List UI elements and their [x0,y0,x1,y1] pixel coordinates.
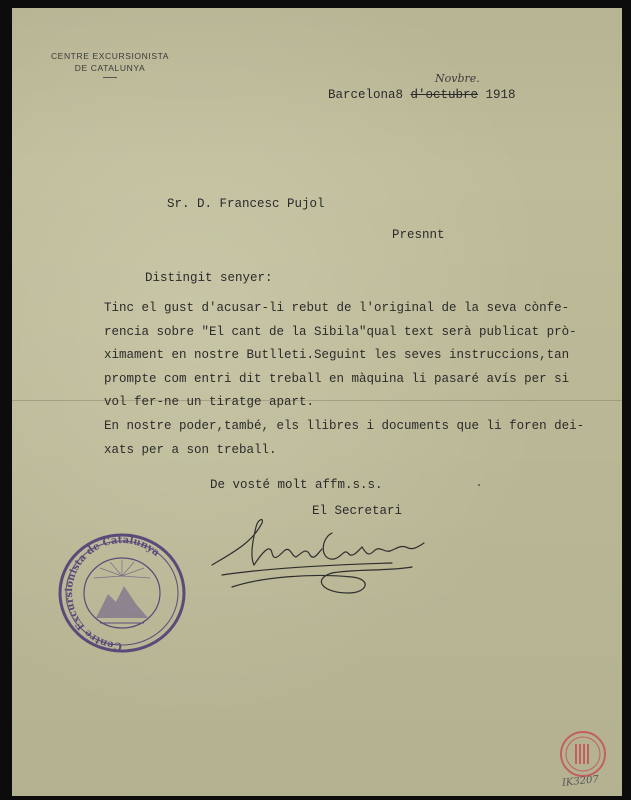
body-line: En nostre poder,també, els llibres i documents que li foren dei- [104,418,585,433]
date-prefix: Barcelona8 [328,88,411,102]
body-line: ximament en nostre Butlleti.Seguint les seves instruccions,tan [104,348,570,363]
letterhead-line1: CENTRE EXCURSIONISTA [50,51,170,61]
handwritten-date-correction: Novbre. [435,72,480,85]
date-line [328,88,516,102]
letter-paper [12,8,622,796]
body-line: vol fer-ne un tiratge apart. [104,395,315,410]
archive-number: IK3207 [561,774,600,789]
addressee: Sr. D. Francesc Pujol [167,197,325,211]
date-struck-month: d'octubre [410,88,479,102]
closing: De vosté molt affm.s.s. [210,478,383,492]
archive-stamp-icon [557,728,609,780]
seal-lettering: Centre Excursionista de Catalunya [63,534,162,652]
ink-dot [478,484,480,486]
body-line: xats per a son treball. [104,442,277,457]
body-line: prompte com entri dit treball en màquina li pasaré avís per si [104,371,570,386]
signature-title: El Secretari [312,504,403,518]
letter-body [104,301,584,466]
handwritten-signature [192,513,432,598]
present-line: Presnnt [392,228,445,242]
letterhead-line2: DE CATALUNYA [74,63,146,73]
body-line: rencia sobre "El cant de la Sibila"qual text serà publicat prò- [104,324,577,339]
greeting: Distingit senyer: [145,271,273,285]
letterhead-rule [103,77,117,78]
letterhead [50,50,170,78]
society-seal-stamp [50,528,195,658]
date-year: 1918 [478,88,516,102]
body-line: Tinc el gust d'acusar-li rebut de l'original de la seva cònfe- [104,301,570,315]
